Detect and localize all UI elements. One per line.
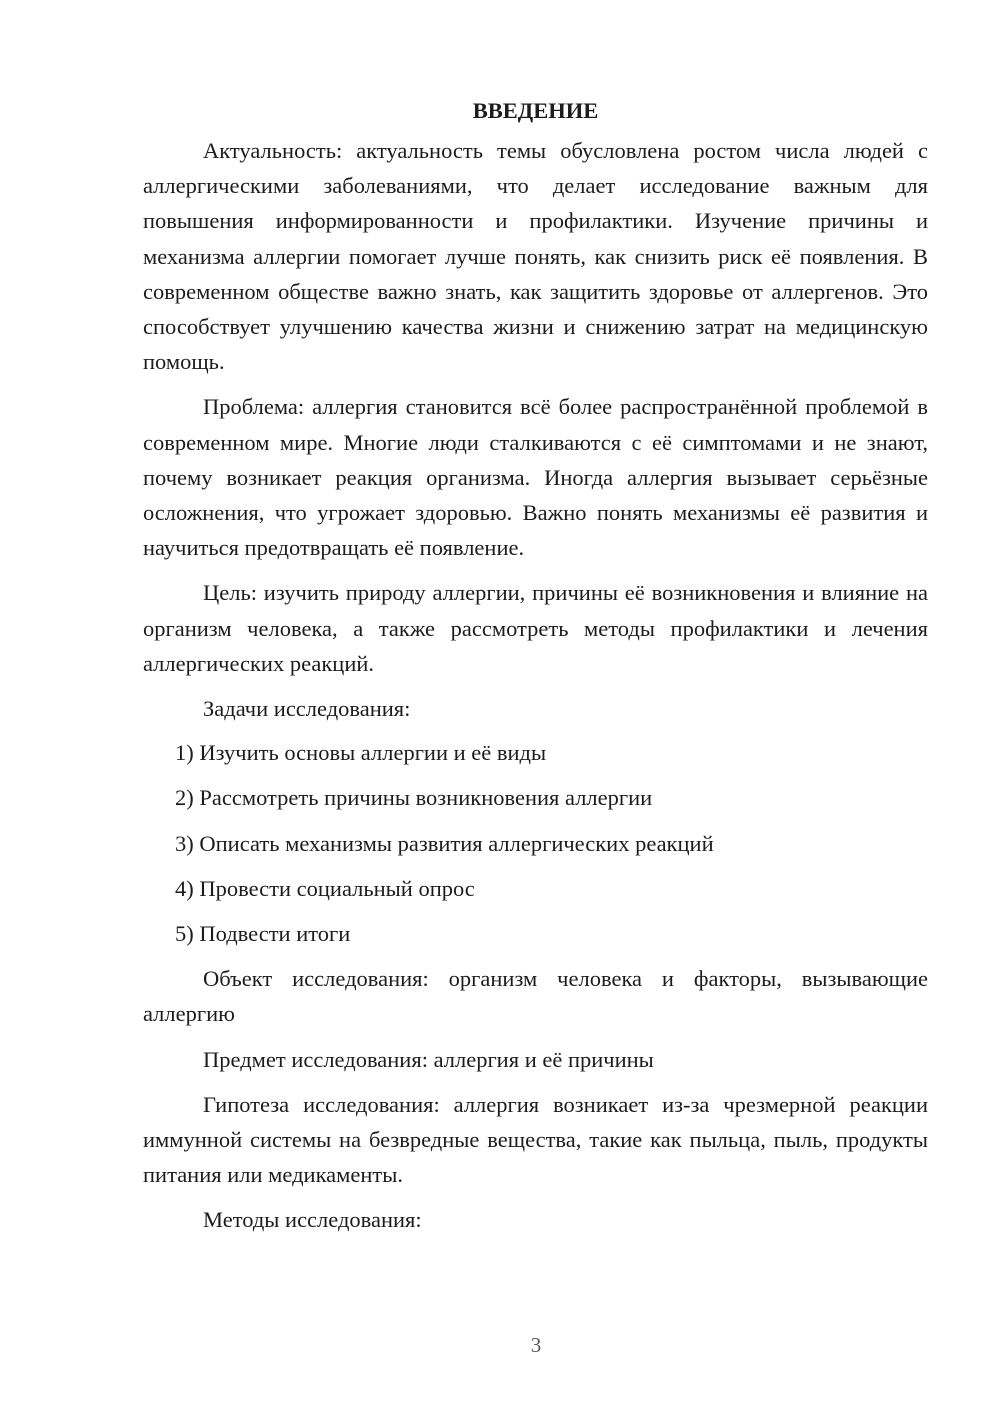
tasks-heading: Задачи исследования: <box>203 696 411 722</box>
page-content <box>143 96 928 1248</box>
task-item: 3) Описать механизмы развития аллергических реакций <box>175 830 714 856</box>
object-paragraph: Объект исследования: организм человека и факторы, вызывающие аллергию <box>143 966 928 1027</box>
task-item: 1) Изучить основы аллергии и её виды <box>175 740 547 766</box>
page-number: 3 <box>530 1333 542 1357</box>
tasks-list <box>143 735 928 951</box>
task-item: 4) Провести социальный опрос <box>175 875 475 901</box>
subject-paragraph: Предмет исследования: аллергия и её причины <box>203 1046 654 1072</box>
relevance-paragraph: Актуальность: актуальность темы обусловлена ростом числа людей с аллергическими заболеваниями, что делает исследование важным для повышения информированности и профилактики. Изучение причины и механизма аллергии помогает лучше понять, как снизить риск её появления. В современном обществе важно знать, как защитить здоровье от аллергенов. Это способствует улучшению качества жизни и снижению затрат на медицинскую помощь. <box>143 138 928 375</box>
problem-paragraph: Проблема: аллергия становится всё более распространённой проблемой в современном мире. Многие люди сталкиваются с её симптомами и не знают, почему возникает реакция организма. Иногда аллергия вызывает серьёзные осложнения, что угрожает здоровью. Важно понять механизмы её развития и научиться предотвращать её появление. <box>143 394 928 561</box>
methods-heading: Методы исследования: <box>203 1207 422 1233</box>
task-item: 2) Рассмотреть причины возникновения аллергии <box>175 785 653 811</box>
hypothesis-paragraph: Гипотеза исследования: аллергия возникает из-за чрезмерной реакции иммунной системы на безвредные вещества, такие как пыльца, пыль, продукты питания или медикаменты. <box>143 1091 928 1188</box>
section-title: ВВЕДЕНИЕ <box>472 98 599 123</box>
task-item: 5) Подвести итоги <box>175 921 351 947</box>
goal-paragraph: Цель: изучить природу аллергии, причины её возникновения и влияние на организм человека, а также рассмотреть методы профилактики и лечения аллергических реакций. <box>143 580 928 676</box>
